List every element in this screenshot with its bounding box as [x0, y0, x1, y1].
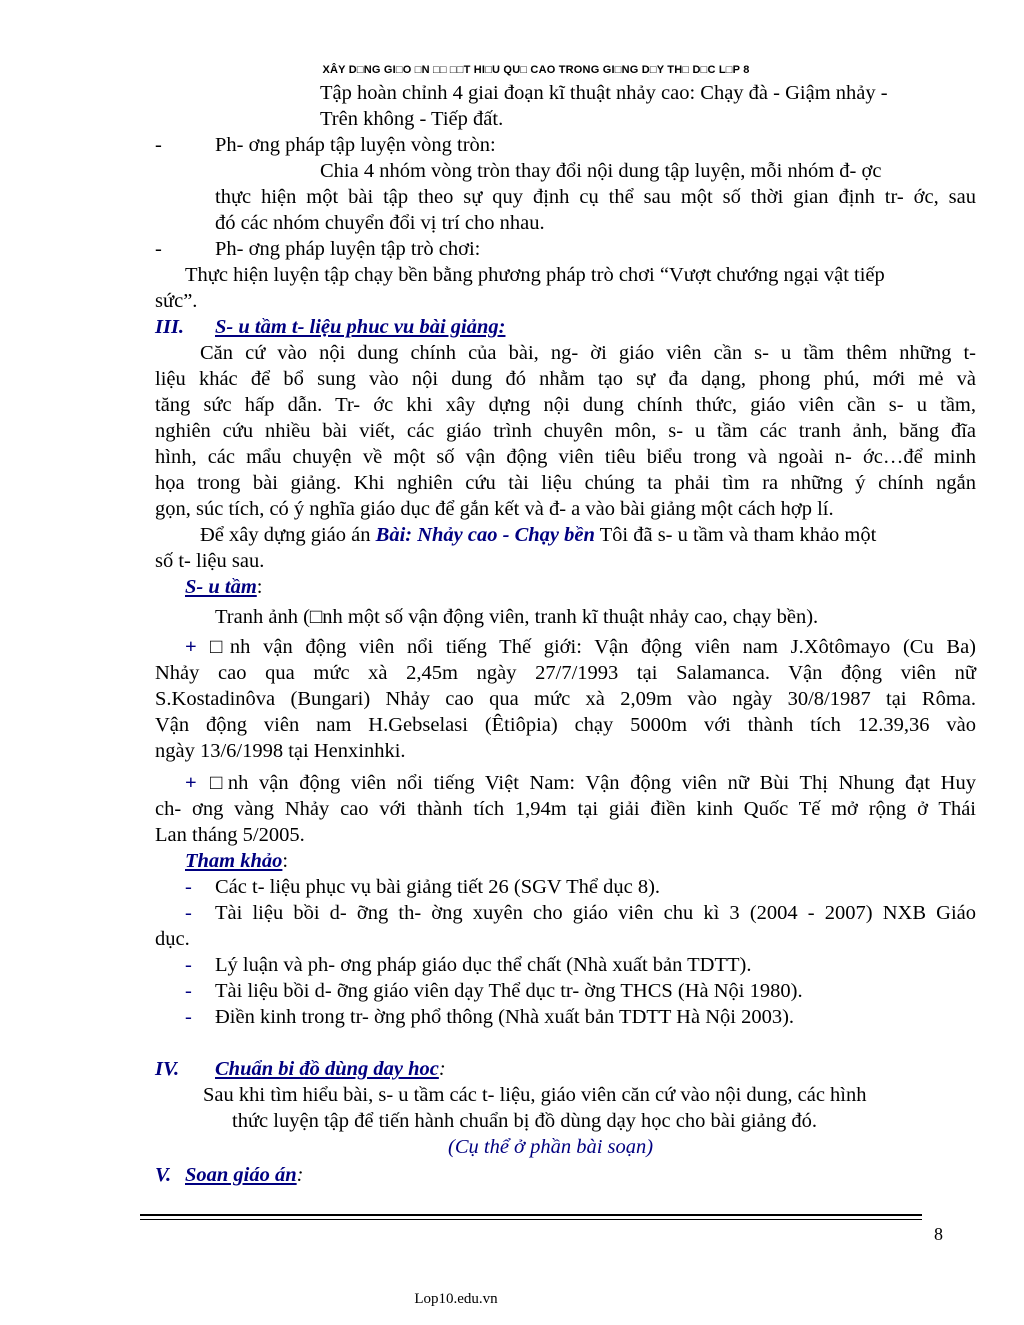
footer-source: Lop10.edu.vn — [414, 1291, 498, 1307]
section-number: V. — [155, 1164, 172, 1186]
section-heading — [185, 1162, 303, 1188]
text-line: □nh vận động viên nổi tiếng Việt Nam: Vận động viên nữ Bùi Thị Nhung đạt Huy — [210, 772, 976, 794]
subheading-label: Tham khảo — [185, 850, 283, 872]
reference-item: Điền kinh trong tr- ờng phổ thông (Nhà xuất bản TDTT Hà Nội 2003). — [215, 1006, 795, 1028]
text-line: thức luyện tập để tiến hành chuẩn bị đồ dùng dạy học cho bài giảng đó. — [232, 1110, 817, 1132]
text-line: Sau khi tìm hiểu bài, s- u tầm các t- liệu, giáo viên căn cứ vào nội dung, các hình — [203, 1084, 867, 1106]
subheading — [185, 574, 262, 600]
section-number: III. — [155, 316, 185, 338]
footer-rule — [140, 1219, 922, 1220]
text-line — [200, 522, 876, 548]
section-title: S- u tầm t- liệu phuc vu bài giảng: — [215, 316, 506, 338]
subheading — [185, 848, 288, 874]
colon: : — [438, 1058, 446, 1080]
reference-item: Lý luận và ph- ơng pháp giáo dục thể chất (Nhà xuất bản TDTT). — [215, 954, 752, 976]
reference-item: Các t- liệu phục vụ bài giảng tiết 26 (SGV Thể dục 8). — [215, 876, 661, 898]
section-heading — [215, 1056, 446, 1082]
text-line: □nh vận động viên nổi tiếng Thế giới: Vận động viên nam J.Xôtômayo (Cu Ba) — [210, 636, 976, 658]
text-line: S.Kostadinôva (Bungari) Nhảy cao qua mức xà 2,09m vào ngày 30/8/1987 tại Rôma. — [155, 688, 976, 710]
text-line: họa trong bài giảng. Khi nghiên cứu tài liệu chúng ta phải tìm ra những ý chính ngắn — [155, 472, 976, 494]
text-line: Lan tháng 5/2005. — [155, 824, 305, 846]
text-line: Nhảy cao qua mức xà 2,45m ngày 27/7/1993 tại Salamanca. Vận động viên nữ — [155, 662, 976, 684]
text-line: Chia 4 nhóm vòng tròn thay đổi nội dung tập luyện, mỗi nhóm đ- ợc — [320, 160, 882, 182]
text-line: gọn, súc tích, có ý nghĩa giáo dục để gắn kết và đ- a vào bài giảng một cách hợp lí. — [155, 498, 834, 520]
plus-marker: + — [185, 772, 197, 794]
reference-item: Tài liệu bồi d- ỡng giáo viên dạy Thể dục tr- ờng THCS (Hà Nội 1980). — [215, 980, 803, 1002]
running-header: XÂY D□NG GI□O □N □□ □□T HI□U QU□ CAO TRONG GI□NG D□Y TH□ D□C L□P 8 — [322, 64, 750, 76]
footer-rule — [140, 1214, 922, 1216]
text-line: Tập hoàn chỉnh 4 giai đoạn kĩ thuật nhảy cao: Chạy đà - Giậm nhảy - — [320, 82, 888, 104]
text-line: đó các nhóm chuyển đổi vị trí cho nhau. — [215, 212, 545, 234]
colon: : — [256, 576, 263, 598]
plus-marker: + — [185, 636, 197, 658]
subheading-label: S- u tầm — [185, 576, 257, 598]
page-number: 8 — [934, 1224, 943, 1244]
colon: : — [296, 1164, 304, 1186]
list-dash: - — [155, 134, 162, 156]
text-line: tăng sức hấp dẫn. Tr- ớc khi xây dựng nội dung chính thức, giáo viên cần s- u tầm, — [155, 394, 976, 416]
reference-item: Tài liệu bồi d- ỡng th- ờng xuyên cho giáo viên chu kì 3 (2004 - 2007) NXB Giáo — [215, 902, 976, 924]
text-line: liệu khác để bổ sung vào nội dung đó nhằm tạo sự đa dạng, phong phú, mới mẻ và — [155, 368, 976, 390]
text-fragment: Để xây dựng giáo án — [200, 524, 376, 546]
text-line: ch- ơng vàng Nhảy cao với thành tích 1,94m tại giải điền kinh Quốc Tế mở rộng ở Thái — [155, 798, 976, 820]
text-line: Căn cứ vào nội dung chính của bài, ng- ời giáo viên cần s- u tầm thêm những t- — [200, 342, 976, 364]
colon: : — [282, 850, 289, 872]
list-dash: - — [185, 980, 192, 1002]
text-line: Trên không - Tiếp đất. — [320, 108, 504, 130]
text-fragment: Tôi đã s- u tầm và tham khảo một — [594, 524, 877, 546]
text-line: Vận động viên nam H.Gebselasi (Êtiôpia) chạy 5000m với thành tích 12.39,36 vào — [155, 714, 976, 736]
text-line: sức”. — [155, 290, 198, 312]
text-line: thực hiện một bài tập theo sự quy định cụ thể sau một số thời gian định tr- ớc, sau — [215, 186, 976, 208]
text-line: ngày 13/6/1998 tại Henxinhki. — [155, 740, 406, 762]
text-line: nghiên cứu nhiều bài viết, các giáo trình chuyên môn, s- u tầm các tranh ảnh, băng đĩa — [155, 420, 976, 442]
section-number: IV. — [155, 1058, 180, 1080]
text-line: dục. — [155, 928, 190, 950]
section-title: Chuẩn bi đồ dùng day hoc — [215, 1058, 439, 1080]
text-line: Tranh ảnh (□nh một số vận động viên, tranh kĩ thuật nhảy cao, chạy bền). — [215, 606, 819, 628]
note-line: (Cụ thể ở phần bài soạn) — [448, 1136, 654, 1158]
text-line: Thực hiện luyện tập chạy bền bằng phương pháp trò chơi “Vượt chướng ngại vật tiếp — [185, 264, 885, 286]
text-line: Ph- ơng pháp tập luyện vòng tròn: — [215, 134, 496, 156]
text-line: số t- liệu sau. — [155, 550, 265, 572]
list-dash: - — [155, 238, 162, 260]
list-dash: - — [185, 876, 192, 898]
list-dash: - — [185, 1006, 192, 1028]
lesson-title: Bài: Nhảy cao - Chạy bền — [375, 524, 595, 546]
text-line: hình, các mẩu chuyện về một số vận động viên tiêu biểu trong và ngoài n- ớc…để minh — [155, 446, 976, 468]
list-dash: - — [185, 954, 192, 976]
text-line: Ph- ơng pháp luyện tập trò chơi: — [215, 238, 481, 260]
section-title: Soan giáo án — [185, 1164, 297, 1186]
list-dash: - — [185, 902, 192, 924]
